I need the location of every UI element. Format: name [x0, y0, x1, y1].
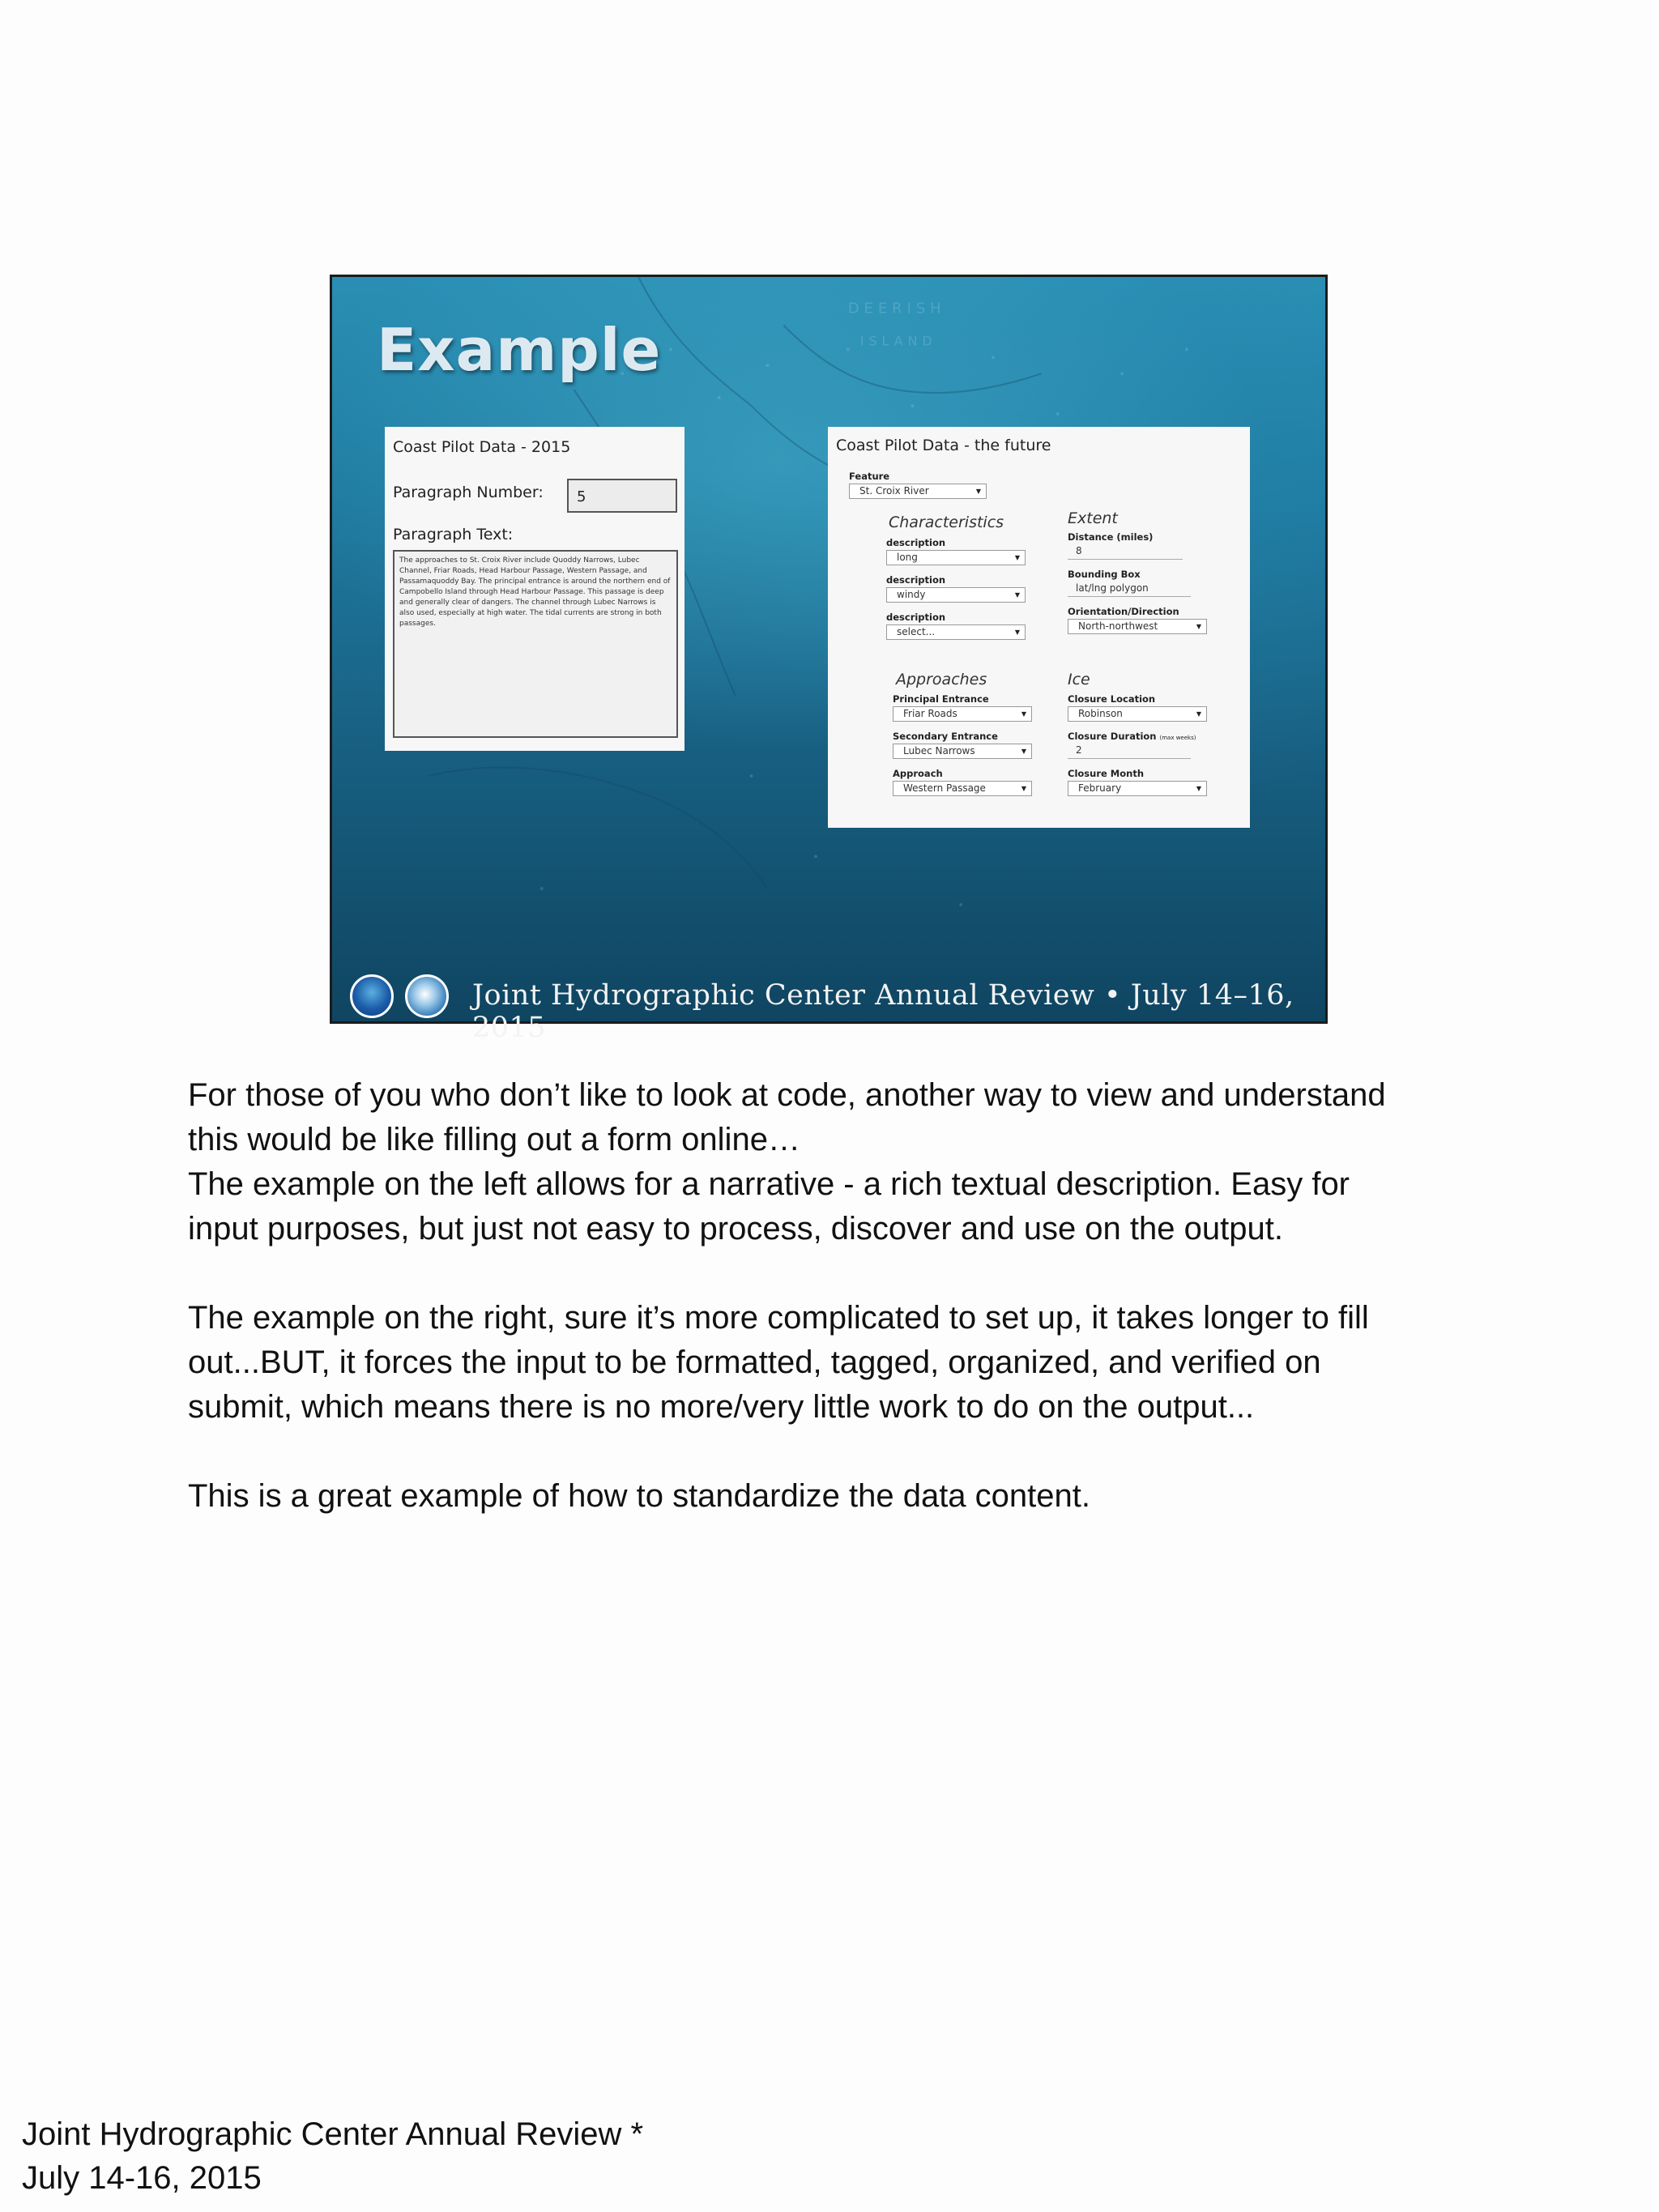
- dropdown-value: Western Passage: [903, 782, 986, 794]
- secondary-entrance-label: Secondary Entrance: [893, 731, 998, 742]
- chevron-down-icon: ▼: [1014, 554, 1020, 561]
- page-footer: [22, 2112, 643, 2200]
- extent-heading: Extent: [1068, 509, 1118, 527]
- dropdown-value: St. Croix River: [859, 485, 929, 497]
- notes-line: out...BUT, it forces the input to be formatted, tagged, organized, and verified on: [188, 1345, 1321, 1380]
- chevron-down-icon: ▼: [1196, 710, 1201, 718]
- form-title: Coast Pilot Data - 2015: [393, 438, 571, 456]
- notes-line: input purposes, but just not easy to process, discover and use on the output.: [188, 1211, 1283, 1247]
- description-dropdown[interactable]: [886, 587, 1026, 603]
- paragraph-number-label: Paragraph Number:: [393, 484, 544, 501]
- chevron-down-icon: ▼: [1021, 710, 1026, 718]
- notes-line: The example on the right, sure it’s more complicated to set up, it takes longer to fill: [188, 1300, 1369, 1336]
- approaches-heading: Approaches: [896, 671, 987, 688]
- paragraph-text-area[interactable]: The approaches to St. Croix River include Quoddy Narrows, Lubec Channel, Friar Roads, Head Harbour Passage, Western Passage, and Passamaquoddy Bay. The principal entrance is around the northern end of Campobello Island through Head Harbour Passage. This passage is deep and generally clear of dangers. The channel through Lubec Narrows is also used, especially at high water. The tidal currents are strong in both passages.: [393, 550, 678, 738]
- approach-dropdown[interactable]: [893, 781, 1032, 796]
- dropdown-value: Lubec Narrows: [903, 745, 975, 757]
- chevron-down-icon: ▼: [1014, 591, 1020, 599]
- notes-line: The example on the left allows for a narrative - a rich textual description. Easy for: [188, 1166, 1350, 1202]
- coast-pilot-future-form: [828, 427, 1250, 828]
- feature-label: Feature: [849, 471, 890, 482]
- notes-line: this would be like filling out a form online…: [188, 1122, 800, 1157]
- bounding-box-input[interactable]: lat/lng polygon: [1068, 582, 1191, 597]
- slide-image: [330, 275, 1328, 1044]
- closure-duration-note: (max weeks): [1159, 735, 1196, 741]
- slide-title: Example: [377, 316, 662, 384]
- description-dropdown[interactable]: [886, 624, 1026, 640]
- dropdown-value: Robinson: [1078, 708, 1123, 719]
- feature-dropdown[interactable]: [849, 484, 987, 499]
- description-label: description: [886, 612, 946, 623]
- bounding-box-label: Bounding Box: [1068, 569, 1141, 580]
- orientation-dropdown[interactable]: [1068, 619, 1207, 634]
- closure-duration-label: [1068, 731, 1196, 742]
- notes-line: submit, which means there is no more/very little work to do on the output...: [188, 1389, 1255, 1425]
- chevron-down-icon: ▼: [1021, 785, 1026, 792]
- svg-text:ISLAND: ISLAND: [859, 333, 937, 349]
- dropdown-value: windy: [897, 589, 926, 600]
- dropdown-value: select...: [897, 626, 936, 637]
- svg-text:DEERISH: DEERISH: [847, 300, 946, 318]
- dropdown-value: February: [1078, 782, 1122, 794]
- slide-footer: [332, 970, 1325, 1044]
- distance-input[interactable]: 8: [1068, 544, 1183, 560]
- orientation-label: Orientation/Direction: [1068, 606, 1179, 617]
- description-dropdown[interactable]: [886, 550, 1026, 565]
- chevron-down-icon: ▼: [1014, 629, 1020, 636]
- paragraph-text-label: Paragraph Text:: [393, 526, 514, 543]
- characteristics-heading: Characteristics: [889, 514, 1004, 531]
- form-title: Coast Pilot Data - the future: [836, 437, 1051, 454]
- closure-location-label: Closure Location: [1068, 693, 1156, 705]
- notes-line: This is a great example of how to standardize the data content.: [188, 1478, 1090, 1514]
- closure-duration-input[interactable]: 2: [1068, 744, 1191, 759]
- principal-entrance-dropdown[interactable]: [893, 706, 1032, 722]
- paragraph-gap: [188, 1251, 1468, 1296]
- page-footer-line: July 14-16, 2015: [22, 2160, 262, 2196]
- noaa-logo-icon: [350, 974, 394, 1018]
- dropdown-value: Friar Roads: [903, 708, 957, 719]
- notes-line: For those of you who don’t like to look at code, another way to view and understand: [188, 1077, 1386, 1113]
- chevron-down-icon: ▼: [1196, 785, 1201, 792]
- secondary-entrance-dropdown[interactable]: [893, 744, 1032, 759]
- closure-month-label: Closure Month: [1068, 768, 1145, 779]
- closure-month-dropdown[interactable]: [1068, 781, 1207, 796]
- unh-logo-icon: [405, 974, 449, 1018]
- distance-label: Distance (miles): [1068, 531, 1154, 543]
- principal-entrance-label: Principal Entrance: [893, 693, 989, 705]
- closure-duration-text: Closure Duration: [1068, 731, 1157, 742]
- ice-heading: Ice: [1068, 671, 1090, 688]
- coast-pilot-2015-form: [385, 427, 684, 751]
- description-label: description: [886, 574, 946, 586]
- chevron-down-icon: ▼: [1196, 623, 1201, 630]
- page-footer-line: Joint Hydrographic Center Annual Review *: [22, 2116, 644, 2152]
- chevron-down-icon: ▼: [1021, 748, 1026, 755]
- approach-label: Approach: [893, 768, 943, 779]
- dropdown-value: long: [897, 552, 918, 563]
- speaker-notes: [188, 1073, 1468, 1519]
- dropdown-value: North-northwest: [1078, 620, 1158, 632]
- slide-footer-text: Joint Hydrographic Center Annual Review • July 14–16, 2015: [472, 979, 1294, 1044]
- chevron-down-icon: ▼: [975, 488, 981, 495]
- description-label: description: [886, 537, 946, 548]
- paragraph-gap: [188, 1430, 1468, 1474]
- closure-location-dropdown[interactable]: [1068, 706, 1207, 722]
- paragraph-number-input[interactable]: 5: [567, 479, 677, 513]
